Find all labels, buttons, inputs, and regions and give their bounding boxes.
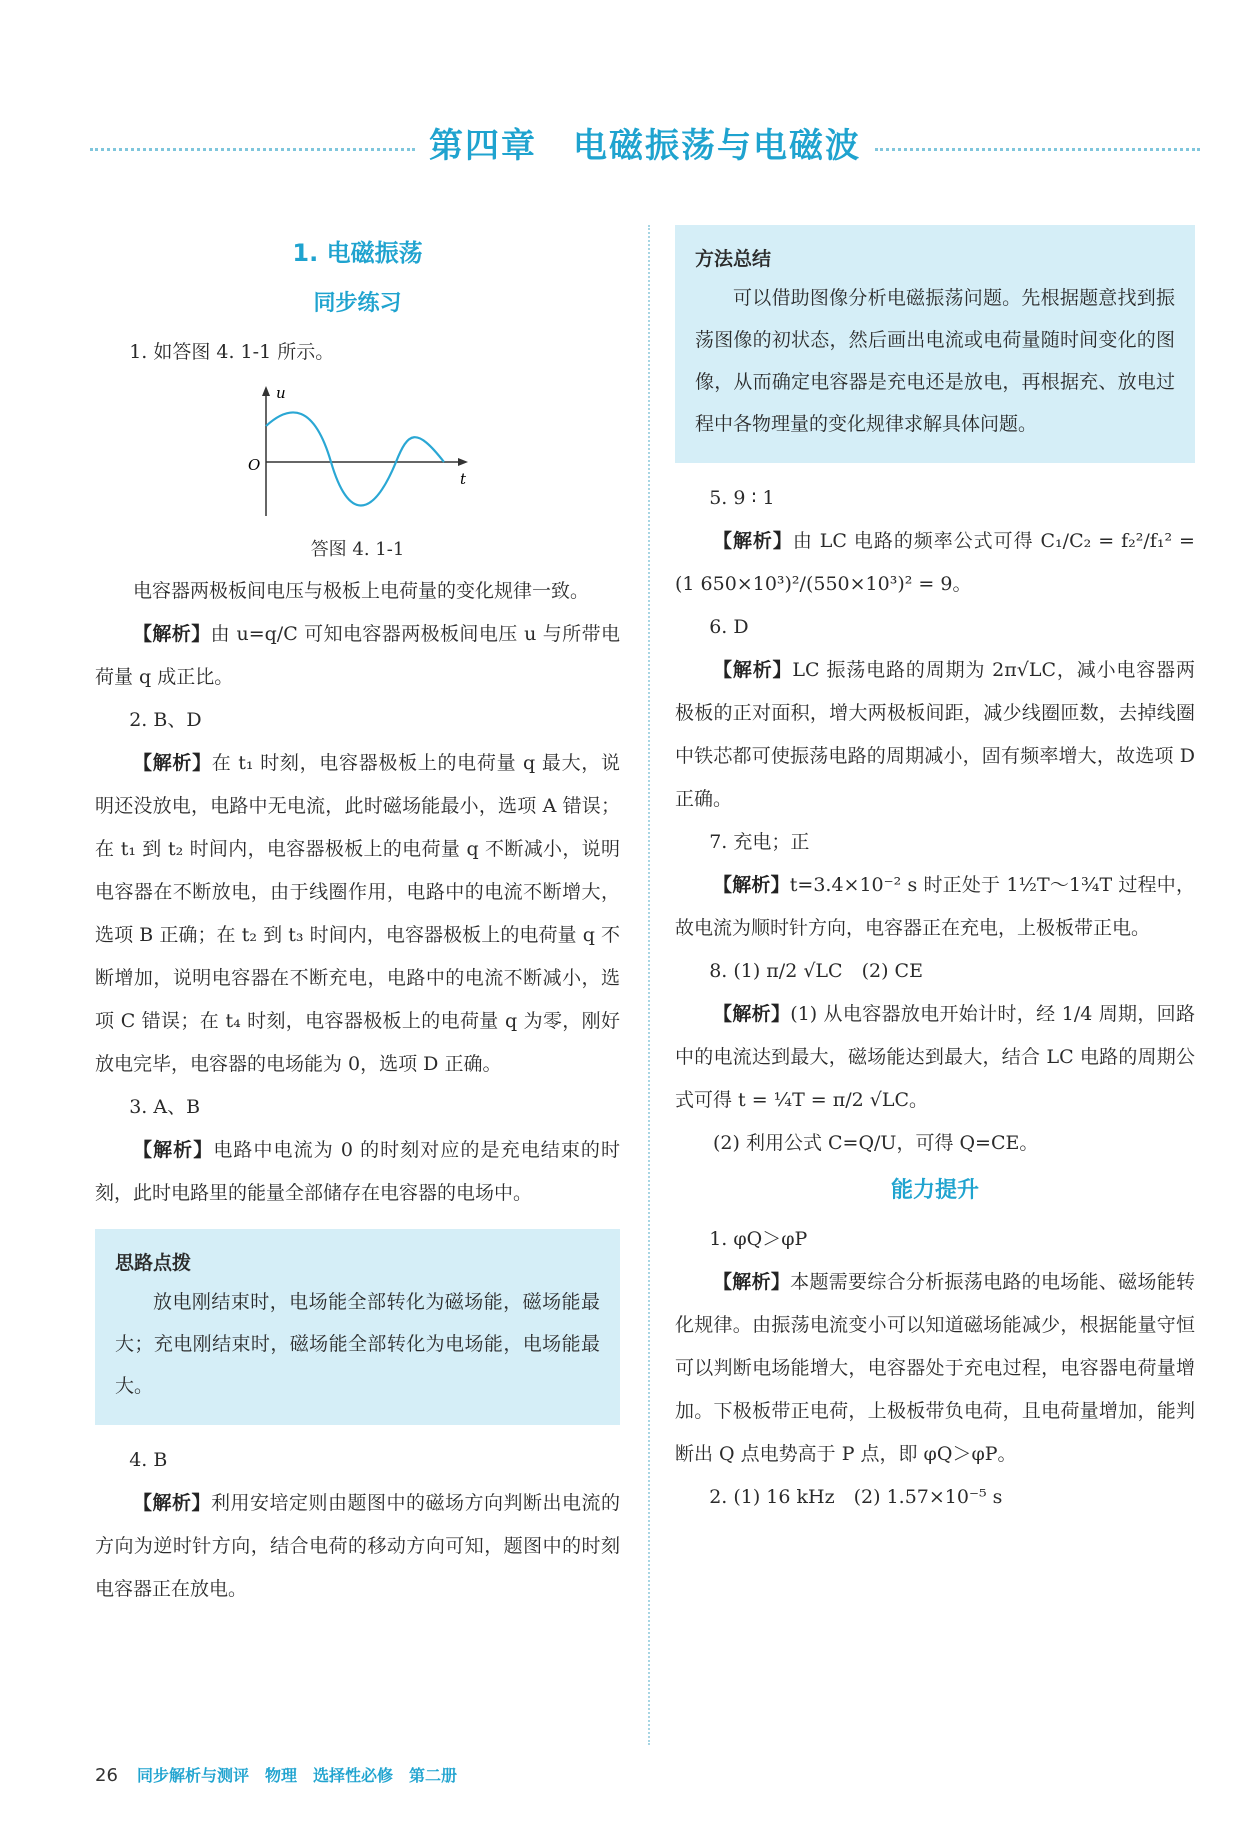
tip-box bbox=[95, 1229, 620, 1425]
page-number: 26 bbox=[95, 1765, 118, 1786]
analysis-label: 【解析】 bbox=[133, 752, 212, 774]
analysis-text: 利用安培定则由题图中的磁场方向判断出电流的方向为逆时针方向，结合电荷的移动方向可知，题图中的时刻电容器正在放电。 bbox=[95, 1492, 620, 1600]
advanced-analysis-1 bbox=[675, 1261, 1195, 1476]
analysis-label: 【解析】 bbox=[713, 874, 790, 896]
analysis-label: 【解析】 bbox=[713, 1003, 791, 1025]
analysis-text: 由 u=q/C 可知电容器两极板间电压 u 与所带电荷量 q 成正比。 bbox=[95, 623, 620, 688]
analysis-8-part-2: (2) 利用公式 C=Q/U，可得 Q=CE。 bbox=[713, 1132, 1039, 1154]
question-2: 2. B、D bbox=[129, 709, 202, 731]
analysis-label: 【解析】 bbox=[133, 1492, 211, 1514]
question-8: 8. (1) π/2 √LC (2) CE bbox=[709, 960, 923, 982]
chapter-title: 第四章 电磁振荡与电磁波 bbox=[429, 126, 861, 166]
advanced-question-2: 2. (1) 16 kHz (2) 1.57×10⁻⁵ s bbox=[709, 1486, 1003, 1508]
question-3: 3. A、B bbox=[129, 1096, 201, 1118]
question-6: 6. D bbox=[709, 616, 749, 638]
question-5: 5. 9 ∶ 1 bbox=[709, 487, 775, 509]
y-axis-label: u bbox=[275, 384, 286, 402]
method-box bbox=[675, 225, 1195, 463]
analysis-text: (1) 从电容器放电开始计时，经 1/4 周期，回路中的电流达到最大，磁场能达到最大，结合 LC 电路的周期公式可得 t = ¼T = π/2 √LC。 bbox=[675, 1003, 1195, 1111]
book-title: 同步解析与测评 物理 选择性必修 第二册 bbox=[137, 1766, 458, 1785]
subsection-title: 同步练习 bbox=[313, 291, 402, 316]
right-column bbox=[675, 225, 1195, 1519]
analysis-label: 【解析】 bbox=[133, 1139, 214, 1161]
analysis-label: 【解析】 bbox=[713, 530, 793, 552]
analysis-label: 【解析】 bbox=[713, 659, 793, 681]
question-7: 7. 充电；正 bbox=[709, 831, 810, 853]
analysis-text: 电路中电流为 0 的时刻对应的是充电结束的时刻，此时电路里的能量全部储存在电容器的电场中。 bbox=[95, 1139, 620, 1204]
section-title: 1. 电磁振荡 bbox=[292, 239, 423, 267]
analysis-6 bbox=[675, 649, 1195, 821]
sine-graph bbox=[238, 380, 478, 520]
analysis-8-part-1 bbox=[675, 993, 1195, 1122]
analysis-text: t=3.4×10⁻² s 时正处于 1½T～1¾T 过程中，故电流为顺时针方向，电容器正在充电，上极板带正电。 bbox=[675, 874, 1195, 939]
method-box-text: 可以借助图像分析电磁振荡问题。先根据题意找到振荡图像的初状态，然后画出电流或电荷量随时间变化的图像，从而确定电容器是充电还是放电，再根据充、放电过程中各物理量的变化规律求解具体问题。 bbox=[695, 287, 1175, 435]
column-divider bbox=[648, 225, 650, 1745]
sine-curve bbox=[266, 412, 444, 505]
decorative-dots-left bbox=[90, 148, 415, 151]
subsection-title-2: 能力提升 bbox=[890, 1178, 979, 1203]
analysis-label: 【解析】 bbox=[133, 623, 211, 645]
question-1: 1. 如答图 4. 1-1 所示。 bbox=[129, 341, 335, 363]
x-axis-label: t bbox=[459, 470, 466, 488]
tip-box-title: 思路点拨 bbox=[115, 1252, 192, 1274]
question-4: 4. B bbox=[129, 1449, 168, 1471]
analysis-4 bbox=[95, 1482, 620, 1611]
analysis-text: LC 振荡电路的周期为 2π√LC，减小电容器两极板的正对面积，增大两极板间距，减少线圈匝数，去掉线圈中铁芯都可使振荡电路的周期减小，固有频率增大，故选项 D 正确。 bbox=[675, 659, 1195, 810]
method-box-title: 方法总结 bbox=[695, 248, 772, 270]
answer-1: 电容器两极板间电压与极板上电荷量的变化规律一致。 bbox=[133, 580, 590, 602]
x-axis-arrow-icon bbox=[458, 458, 468, 466]
figure-caption: 答图 4. 1-1 bbox=[310, 539, 405, 560]
analysis-1 bbox=[95, 613, 620, 699]
y-axis-arrow-icon bbox=[262, 386, 270, 396]
analysis-text: 在 t₁ 时刻，电容器极板上的电荷量 q 最大，说明还没放电，电路中无电流，此时磁场能最小，选项 A 错误；在 t₁ 到 t₂ 时间内，电容器极板上的电荷量 q 不断减小，说明电容器在不断放电，由于线圈作用，电路中的电流不断增大，选项 B 正确；在 t₂ 到 t₃ 时间内，电容器极板上的电荷量 q 不断增加，说明电容器在不断充电，电路中的电流不断减小，选项 C 错误；在 t₄ 时刻，电容器极板上的电荷量 q 为零，刚好放电完毕，电容器的电场能为 0，选项 D 正确。 bbox=[95, 752, 620, 1075]
page-footer bbox=[95, 1763, 457, 1786]
left-column bbox=[95, 225, 620, 1611]
analysis-7 bbox=[675, 864, 1195, 950]
origin-label: O bbox=[247, 456, 260, 474]
chapter-header bbox=[90, 118, 1200, 178]
advanced-question-1: 1. φQ＞φP bbox=[709, 1228, 808, 1250]
figure-sine-graph bbox=[95, 380, 620, 524]
analysis-text: 本题需要综合分析振荡电路的电场能、磁场能转化规律。由振荡电流变小可以知道磁场能减少，根据能量守恒可以判断电场能增大，电容器处于充电过程，电容器电荷量增加。下极板带正电荷，上极板带负电荷，且电荷量增加，能判断出 Q 点电势高于 P 点，即 φQ＞φP。 bbox=[675, 1271, 1195, 1465]
analysis-2 bbox=[95, 742, 620, 1086]
tip-box-text: 放电刚结束时，电场能全部转化为磁场能，磁场能最大；充电刚结束时，磁场能全部转化为电场能，电场能最大。 bbox=[115, 1291, 600, 1397]
analysis-3 bbox=[95, 1129, 620, 1215]
decorative-dots-right bbox=[875, 148, 1200, 151]
analysis-label: 【解析】 bbox=[713, 1271, 791, 1293]
analysis-5 bbox=[675, 520, 1195, 606]
analysis-text: 由 LC 电路的频率公式可得 C₁/C₂ = f₂²/f₁² = (1 650×10³)²/(550×10³)² = 9。 bbox=[675, 530, 1195, 595]
